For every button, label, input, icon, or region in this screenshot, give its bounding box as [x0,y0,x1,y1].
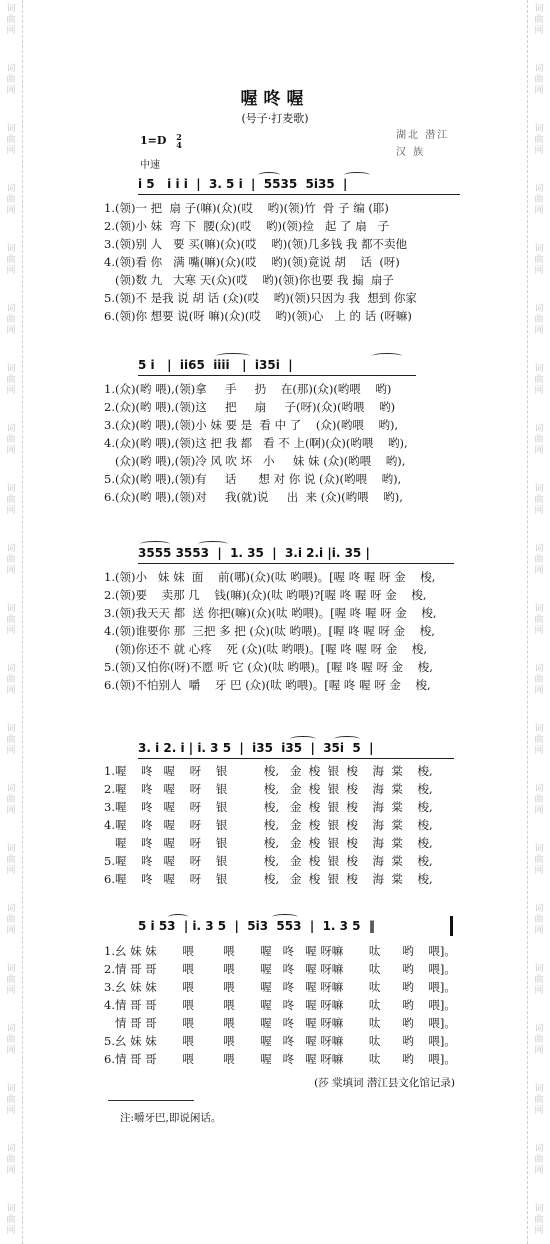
lyric-line: 1.幺 妹 妹 喂 喂 喔 咚 喔 呀嘛 呔 哟 喂]。 [104,944,456,958]
slur-mark [272,914,298,920]
lyric-line: 1.(领)一 把 扇 子(嘛)(众)(哎 哟)(领)竹 骨 子 编 (耶) [104,201,389,215]
watermark-text: 词 曲 网 [534,424,544,456]
slur-mark [168,914,188,920]
watermark-text: 词 曲 网 [534,4,544,36]
watermark-text: 词 曲 网 [534,724,544,756]
footnote-divider [108,1100,194,1101]
watermark-text: 词 曲 网 [6,1144,16,1176]
watermark-text: 词 曲 网 [6,664,16,696]
watermark-text: 词 曲 网 [534,184,544,216]
lyric-line: 5.(领)不 是我 说 胡 话 (众)(哎 哟)(领)只因为 我 想到 你家 [104,291,417,305]
slur-mark [198,541,228,547]
lyric-line: 5.喔 咚 喔 呀 银 梭, 金 梭 银 梭 海 棠 梭, [104,854,433,868]
time-signature [176,133,182,149]
notation-system-4: 3. i 2. i | i. 3 5 | i35 i35 | 35i 5 | [138,738,454,759]
watermark-text: 词 曲 网 [534,964,544,996]
watermark-text: 词 曲 网 [6,1024,16,1056]
lyric-line: (领)你还不 就 心疼 死 (众)(呔 哟喂)。[喔 咚 喔 呀 金 梭, [104,642,428,656]
watermark-text: 词 曲 网 [534,844,544,876]
watermark-text: 词 曲 网 [534,244,544,276]
key-signature [140,133,182,149]
watermark-column-right [527,0,550,1244]
watermark-text: 词 曲 网 [6,304,16,336]
lyric-line: 2.喔 咚 喔 呀 银 梭, 金 梭 银 梭 海 棠 梭, [104,782,433,796]
meter-bottom: 4 [176,140,182,150]
lyric-line: 4.喔 咚 喔 呀 银 梭, 金 梭 银 梭 海 棠 梭, [104,818,433,832]
watermark-text: 词 曲 网 [6,244,16,276]
key-label: 1=D [140,134,167,147]
lyric-line: (领)数 九 大寒 天(众)(哎 哟)(领)你也要 我 搧 扇子 [104,273,394,287]
watermark-text: 词 曲 网 [6,964,16,996]
lyric-line: 2.(领)要 卖那 几 钱(嘛)(众)(呔 哟喂)?[喔 咚 喔 呀 金 梭, [104,588,427,602]
watermark-text: 词 曲 网 [534,304,544,336]
lyric-line: 6.喔 咚 喔 呀 银 梭, 金 梭 银 梭 海 棠 梭, [104,872,433,886]
slur-mark [216,353,250,359]
lyric-line: 1.(众)(哟 喂),(领)拿 手 扔 在(那)(众)(哟喂 哟) [104,382,392,396]
notation-system-3: 3555 3553 | 1. 35 | 3.i 2.i |i. 35 | [138,543,454,564]
watermark-text: 词 曲 网 [534,544,544,576]
lyric-line: 2.(众)(哟 喂),(领)这 把 扇 子(呀)(众)(哟喂 哟) [104,400,396,414]
lyric-line: 4.(领)谁要你 那 三把 多 把 (众)(呔 哟喂)。[喔 咚 喔 呀 金 梭, [104,624,435,638]
lyric-line: 3.喔 咚 喔 呀 银 梭, 金 梭 银 梭 海 棠 梭, [104,800,433,814]
notation-system-1: i 5 i i i | 3. 5 i | 5535 5i35 | [138,174,460,195]
slur-mark [140,541,170,547]
lyric-line: 4.情 哥 哥 喂 喂 喔 咚 喔 呀嘛 呔 哟 喂]。 [104,998,456,1012]
lyric-line: 喔 咚 喔 呀 银 梭, 金 梭 银 梭 海 棠 梭, [104,836,433,850]
footnote: 注:嚼牙巴,即说闲话。 [120,1112,222,1124]
lyric-line: 情 哥 哥 喂 喂 喔 咚 喔 呀嘛 呔 哟 喂]。 [104,1016,456,1030]
watermark-text: 词 曲 网 [534,1024,544,1056]
lyric-line: 6.(领)不怕别人 嚼 牙 巴 (众)(呔 哟喂)。[喔 咚 喔 呀 金 梭, [104,678,431,692]
lyric-line: 3.幺 妹 妹 喂 喂 喔 咚 喔 呀嘛 呔 哟 喂]。 [104,980,456,994]
slur-mark [258,172,280,178]
notation-system-5: 5 i 53 | i. 3 5 | 5i3 553 | 1. 3 5 ‖ [138,919,375,933]
watermark-text: 词 曲 网 [6,184,16,216]
watermark-text: 词 曲 网 [6,364,16,396]
watermark-text: 词 曲 网 [6,484,16,516]
lyric-line: 1.(领)小 妹 妹 面 前(哪)(众)(呔 哟喂)。[喔 咚 喔 呀 金 梭, [104,570,436,584]
watermark-text: 词 曲 网 [534,1204,544,1236]
tempo-marking: 中速 [140,160,160,171]
credit-ethnicity: 汉 族 [396,147,426,158]
watermark-text: 词 曲 网 [6,1084,16,1116]
watermark-text: 词 曲 网 [534,484,544,516]
watermark-text: 词 曲 网 [6,844,16,876]
watermark-text: 词 曲 网 [6,1204,16,1236]
watermark-text: 词 曲 网 [6,724,16,756]
watermark-text: 词 曲 网 [534,1084,544,1116]
meter-top: 2 [176,132,182,142]
lyric-line: 2.(领)小 妹 弯 下 腰(众)(哎 哟)(领)捡 起 了 扇 子 [104,219,390,233]
watermark-text: 词 曲 网 [6,904,16,936]
final-barline [450,916,453,936]
watermark-text: 词 曲 网 [6,604,16,636]
slur-mark [372,353,402,359]
watermark-text: 词 曲 网 [534,604,544,636]
slur-mark [344,172,370,178]
watermark-text: 词 曲 网 [6,124,16,156]
lyric-line: 3.(众)(哟 喂),(领)小 妹 要 是 看 中 了 (众)(哟喂 哟), [104,418,399,432]
watermark-text: 词 曲 网 [534,124,544,156]
lyric-line: (众)(哟 喂),(领)冷 风 吹 坏 小 妹 妹 (众)(哟喂 哟), [104,454,406,468]
lyric-line: 1.喔 咚 喔 呀 银 梭, 金 梭 银 梭 海 棠 梭, [104,764,433,778]
watermark-text: 词 曲 网 [534,904,544,936]
watermark-text: 词 曲 网 [6,64,16,96]
watermark-text: 词 曲 网 [534,364,544,396]
watermark-text: 词 曲 网 [534,1144,544,1176]
credit-region: 湖北 潜江 [396,130,450,141]
lyric-line: 4.(领)看 你 满 嘴(嘛)(众)(哎 哟)(领)竟说 胡 话 (呀) [104,255,400,269]
lyric-line: 6.(领)你 想要 说(呀 嘛)(众)(哎 哟)(领)心 上 的 话 (呀嘛) [104,309,412,323]
lyric-line: 6.(众)(哟 喂),(领)对 我(就)说 出 来 (众)(哟喂 哟), [104,490,403,504]
watermark-text: 词 曲 网 [534,664,544,696]
lyric-line: 5.幺 妹 妹 喂 喂 喔 咚 喔 呀嘛 呔 哟 喂]。 [104,1034,456,1048]
slur-mark [334,736,360,742]
lyric-line: 6.情 哥 哥 喂 喂 喔 咚 喔 呀嘛 呔 哟 喂]。 [104,1052,456,1066]
lyric-line: 4.(众)(哟 喂),(领)这 把 我 都 看 不 上(啊)(众)(哟喂 哟), [104,436,408,450]
watermark-text: 词 曲 网 [6,424,16,456]
watermark-text: 词 曲 网 [6,544,16,576]
lyric-line: 3.(领)别 人 要 买(嘛)(众)(哎 哟)(领)几多钱 我 都不卖他 [104,237,408,251]
lyric-line: 3.(领)我天天 都 送 你把(嘛)(众)(呔 哟喂)。[喔 咚 喔 呀 金 梭, [104,606,437,620]
watermark-text: 词 曲 网 [6,4,16,36]
watermark-text: 词 曲 网 [534,784,544,816]
watermark-text: 词 曲 网 [6,784,16,816]
source-note: (莎 棠填词 潜江县文化馆记录) [314,1077,455,1089]
lyric-line: 5.(领)又怕你(呀)不愿 听 它 (众)(呔 哟喂)。[喔 咚 喔 呀 金 梭, [104,660,433,674]
notation-system-2: 5 i | ii65 iiii | i35i | [138,355,416,376]
lyric-line: 2.情 哥 哥 喂 喂 喔 咚 喔 呀嘛 呔 哟 喂]。 [104,962,456,976]
watermark-column-left [0,0,23,1244]
slur-mark [290,736,316,742]
watermark-text: 词 曲 网 [534,64,544,96]
song-title: 喔咚喔 [240,89,310,109]
song-subtitle: (号子·打麦歌) [241,112,309,125]
lyric-line: 5.(众)(哟 喂),(领)有 话 想 对 你 说 (众)(哟喂 哟), [104,472,402,486]
